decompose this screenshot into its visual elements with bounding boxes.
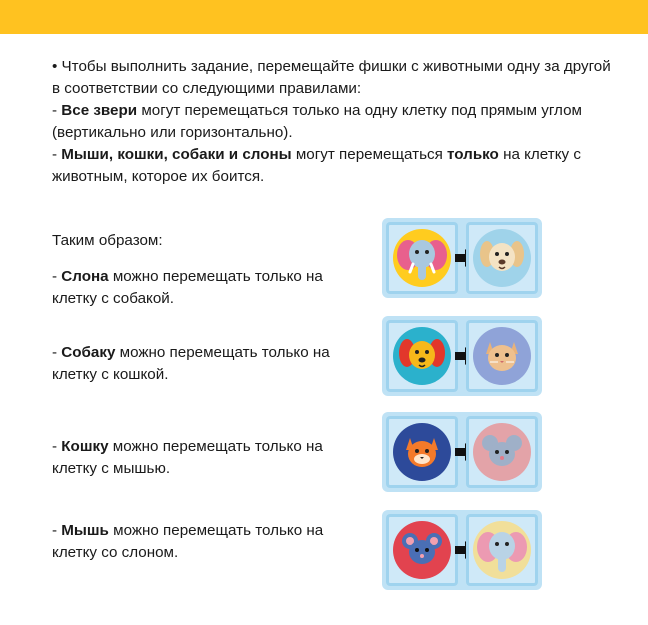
rule-elephant: - Слона можно перемещать только на клетку с собакой. [52,268,323,307]
rule-mouse: - Мышь можно перемещать только на клетку со слоном. [52,522,324,561]
tile-dog [466,222,538,294]
dog-icon [386,320,458,392]
tile-elephant [386,222,458,294]
tile-cat [466,320,538,392]
tile-elephant [466,514,538,586]
tile-mouse [466,416,538,488]
mouse-icon [386,514,458,586]
rule-fear: - Мыши, кошки, собаки и слоны могут перемещаться только на клетку с животным, которое их боится. [52,146,581,185]
cat-icon [386,416,458,488]
rule-all-animals: - Все звери могут перемещаться только на одну клетку под прямым углом (вертикально или горизонтально). [52,102,582,141]
move-card-dog-cat [382,316,542,396]
move-card-elephant-dog [382,218,542,298]
thus-label: Таким образом: [52,232,163,249]
rule-cat: - Кошку можно перемещать только на клетку с мышью. [52,438,323,477]
cat-icon [466,320,538,392]
top-bar [0,0,648,34]
tile-dog [386,320,458,392]
dog-icon [466,222,538,294]
elephant-icon [466,514,538,586]
instructions [52,56,617,188]
tile-cat [386,416,458,488]
move-card-mouse-elephant [382,510,542,590]
rule-dog: - Собаку можно перемещать только на клетку с кошкой. [52,344,330,383]
intro-paragraph: • Чтобы выполнить задание, перемещайте фишки с животными одну за другой в соответствии со следующими правилами: [52,58,611,97]
move-card-cat-mouse [382,412,542,492]
elephant-icon [386,222,458,294]
mouse-icon [466,416,538,488]
tile-mouse [386,514,458,586]
